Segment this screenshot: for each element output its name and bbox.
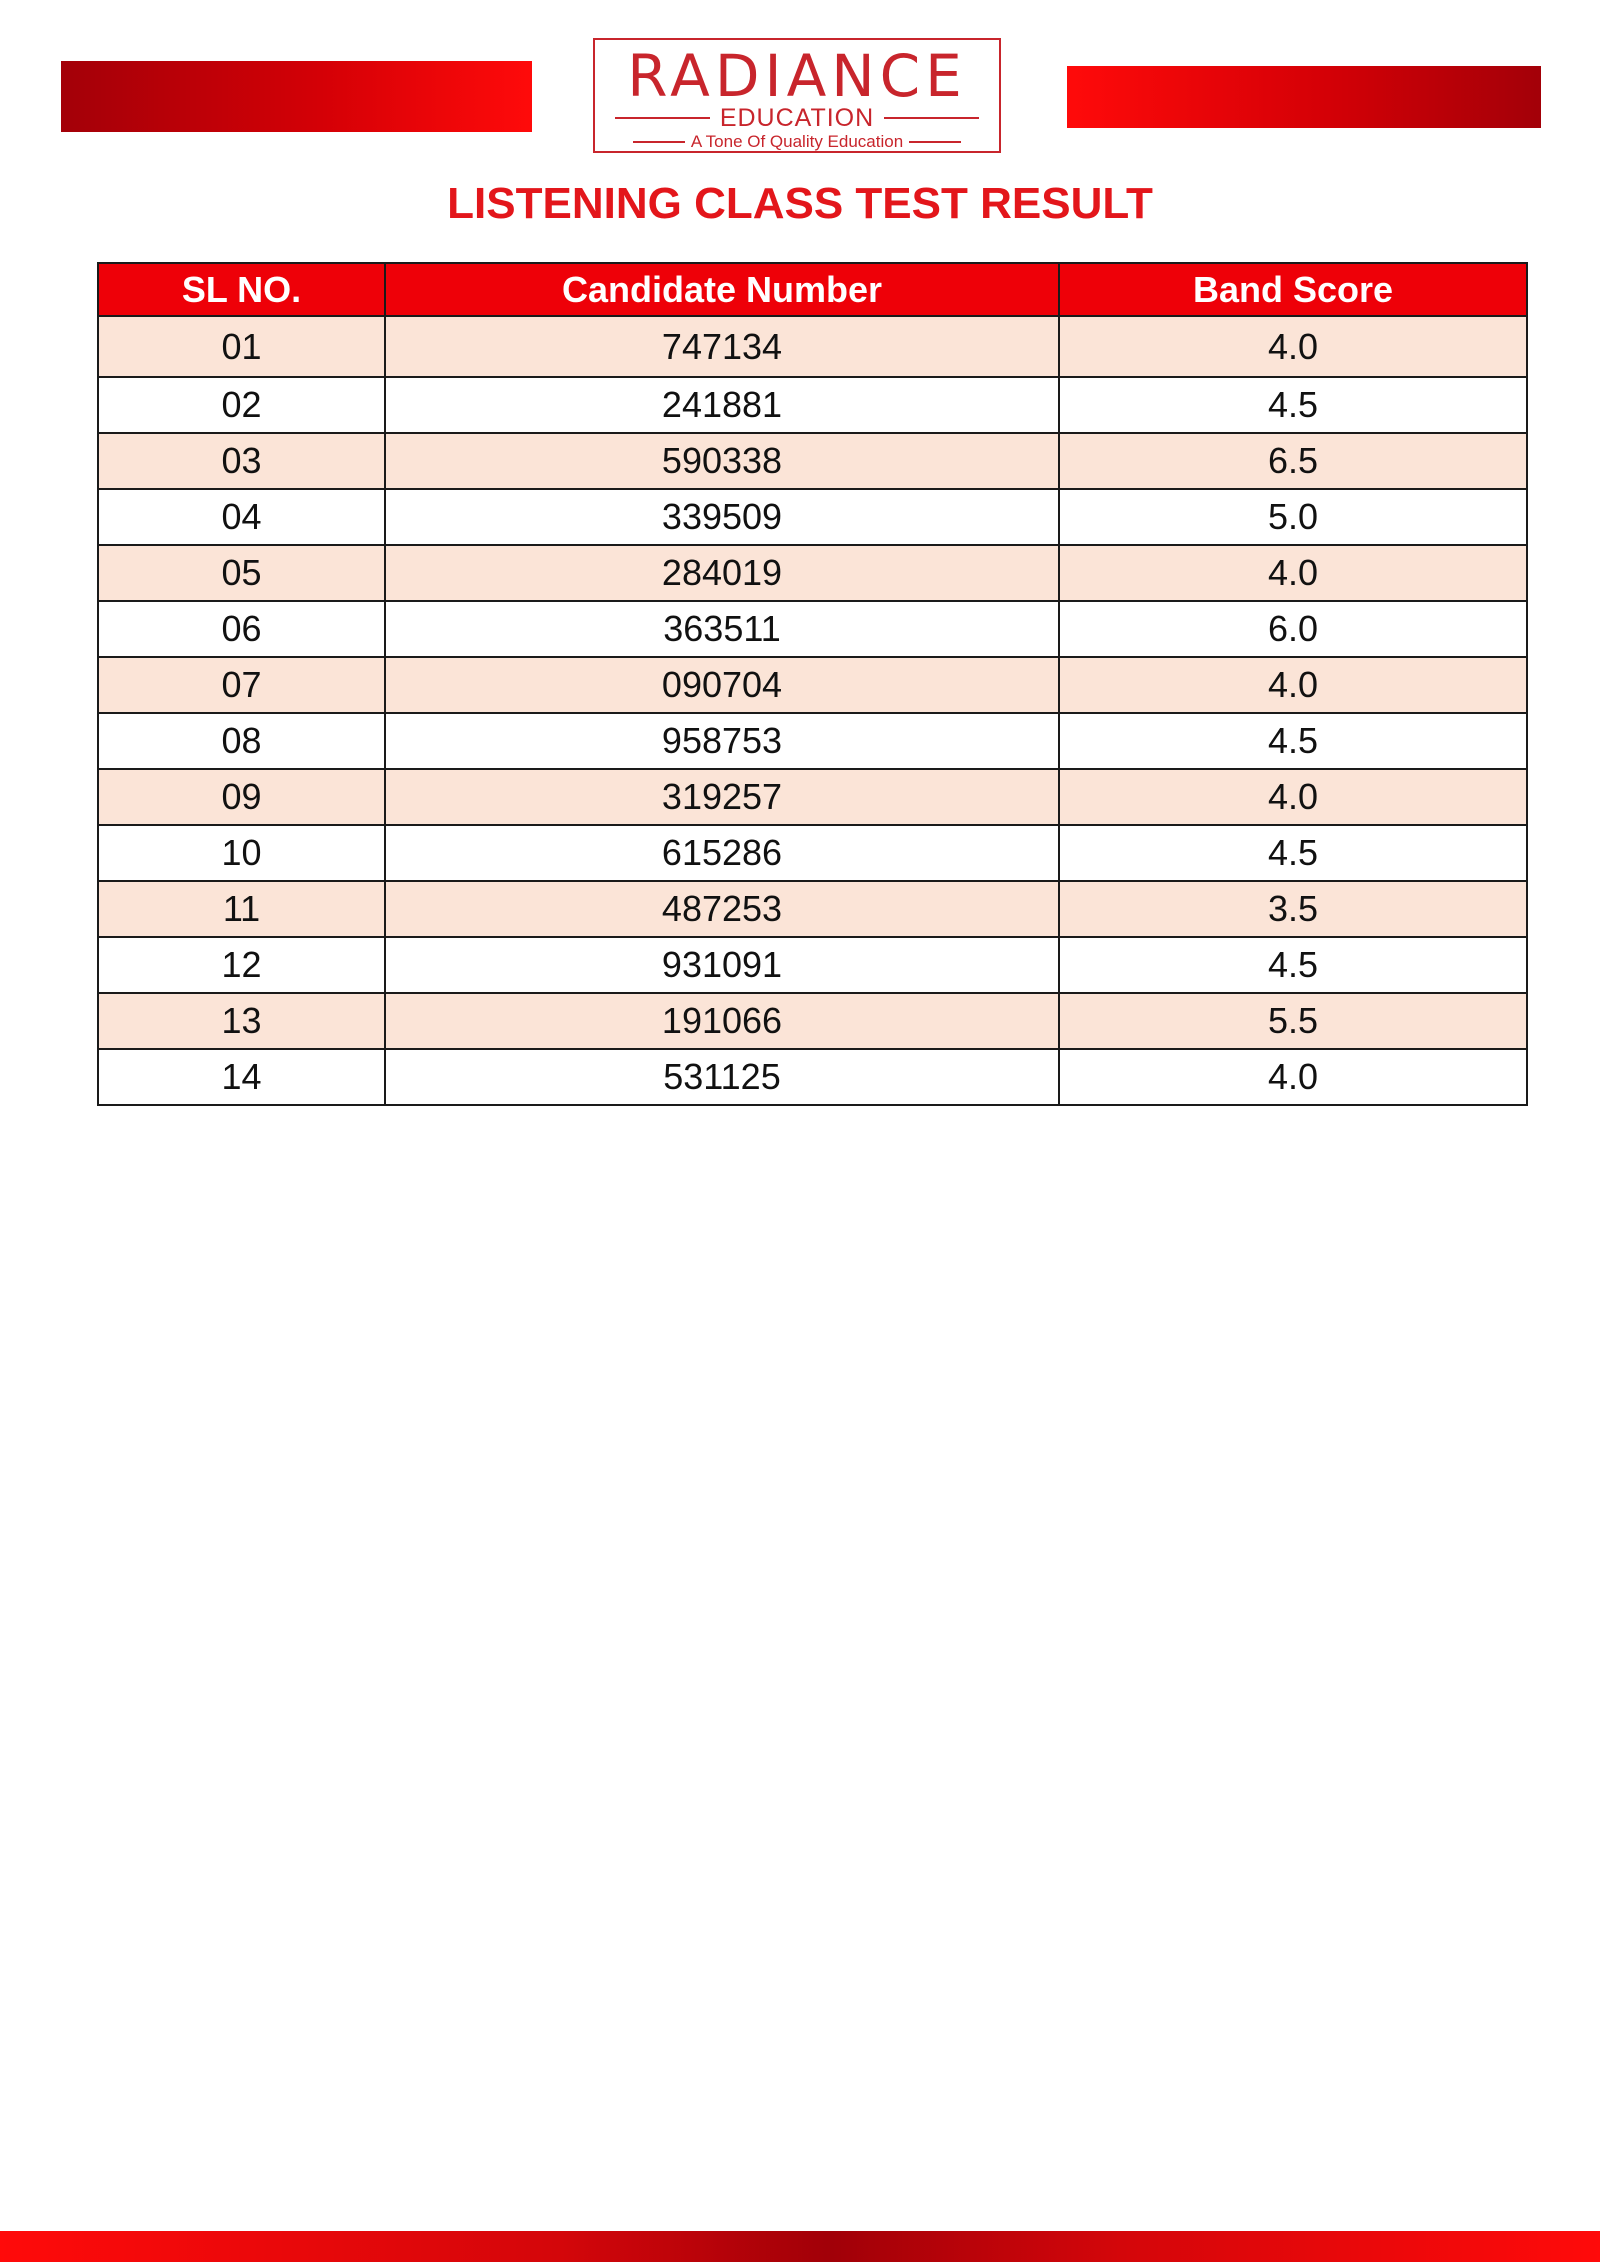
logo-divider (909, 141, 961, 143)
cell-candidate-number: 090704 (385, 657, 1059, 713)
cell-sl-no: 13 (98, 993, 385, 1049)
cell-band-score: 4.0 (1059, 769, 1527, 825)
logo-subtitle: EDUCATION (719, 104, 875, 132)
header-bar-left (61, 61, 532, 132)
logo-subtitle-row (615, 106, 979, 130)
page-title: LISTENING CLASS TEST RESULT (447, 179, 1153, 228)
cell-band-score: 4.0 (1059, 1049, 1527, 1105)
cell-band-score: 4.5 (1059, 713, 1527, 769)
cell-candidate-number: 241881 (385, 377, 1059, 433)
cell-candidate-number: 284019 (385, 545, 1059, 601)
header-band-score: Band Score (1059, 263, 1527, 316)
radiance-logo (593, 38, 1001, 153)
header-bar-right (1067, 66, 1541, 128)
cell-band-score: 5.5 (1059, 993, 1527, 1049)
cell-band-score: 5.0 (1059, 489, 1527, 545)
cell-sl-no: 09 (98, 769, 385, 825)
table-row (98, 993, 1527, 1049)
header-sl-no: SL NO. (98, 263, 385, 316)
header-candidate-number: Candidate Number (385, 263, 1059, 316)
table-row (98, 769, 1527, 825)
logo-tagline: A Tone Of Quality Education (690, 132, 904, 151)
table-row (98, 489, 1527, 545)
cell-sl-no: 07 (98, 657, 385, 713)
cell-candidate-number: 747134 (385, 316, 1059, 377)
cell-candidate-number: 615286 (385, 825, 1059, 881)
cell-candidate-number: 339509 (385, 489, 1059, 545)
table-row (98, 601, 1527, 657)
logo-name: RADIANCE (627, 42, 967, 110)
cell-band-score: 6.5 (1059, 433, 1527, 489)
cell-band-score: 4.0 (1059, 316, 1527, 377)
cell-band-score: 3.5 (1059, 881, 1527, 937)
cell-sl-no: 03 (98, 433, 385, 489)
cell-candidate-number: 487253 (385, 881, 1059, 937)
table-row (98, 1049, 1527, 1105)
cell-band-score: 4.0 (1059, 545, 1527, 601)
footer-bar (0, 2231, 1600, 2262)
cell-sl-no: 04 (98, 489, 385, 545)
cell-candidate-number: 531125 (385, 1049, 1059, 1105)
table-row (98, 881, 1527, 937)
logo-divider (615, 117, 710, 119)
cell-sl-no: 02 (98, 377, 385, 433)
cell-candidate-number: 931091 (385, 937, 1059, 993)
cell-sl-no: 05 (98, 545, 385, 601)
table-row (98, 545, 1527, 601)
table-row (98, 713, 1527, 769)
cell-sl-no: 11 (98, 881, 385, 937)
table-header-row (98, 263, 1527, 316)
cell-sl-no: 14 (98, 1049, 385, 1105)
logo-divider (884, 117, 979, 119)
logo-tagline-row (633, 133, 961, 151)
cell-candidate-number: 590338 (385, 433, 1059, 489)
table-row (98, 377, 1527, 433)
cell-band-score: 4.5 (1059, 825, 1527, 881)
cell-band-score: 4.5 (1059, 937, 1527, 993)
logo-divider (633, 141, 685, 143)
table-row (98, 825, 1527, 881)
cell-sl-no: 12 (98, 937, 385, 993)
cell-sl-no: 01 (98, 316, 385, 377)
cell-sl-no: 08 (98, 713, 385, 769)
cell-candidate-number: 363511 (385, 601, 1059, 657)
cell-sl-no: 10 (98, 825, 385, 881)
cell-candidate-number: 958753 (385, 713, 1059, 769)
cell-sl-no: 06 (98, 601, 385, 657)
table-row (98, 316, 1527, 377)
cell-band-score: 6.0 (1059, 601, 1527, 657)
results-table (97, 262, 1528, 1106)
cell-band-score: 4.0 (1059, 657, 1527, 713)
cell-candidate-number: 191066 (385, 993, 1059, 1049)
cell-candidate-number: 319257 (385, 769, 1059, 825)
table-row (98, 657, 1527, 713)
cell-band-score: 4.5 (1059, 377, 1527, 433)
table-row (98, 937, 1527, 993)
table-row (98, 433, 1527, 489)
